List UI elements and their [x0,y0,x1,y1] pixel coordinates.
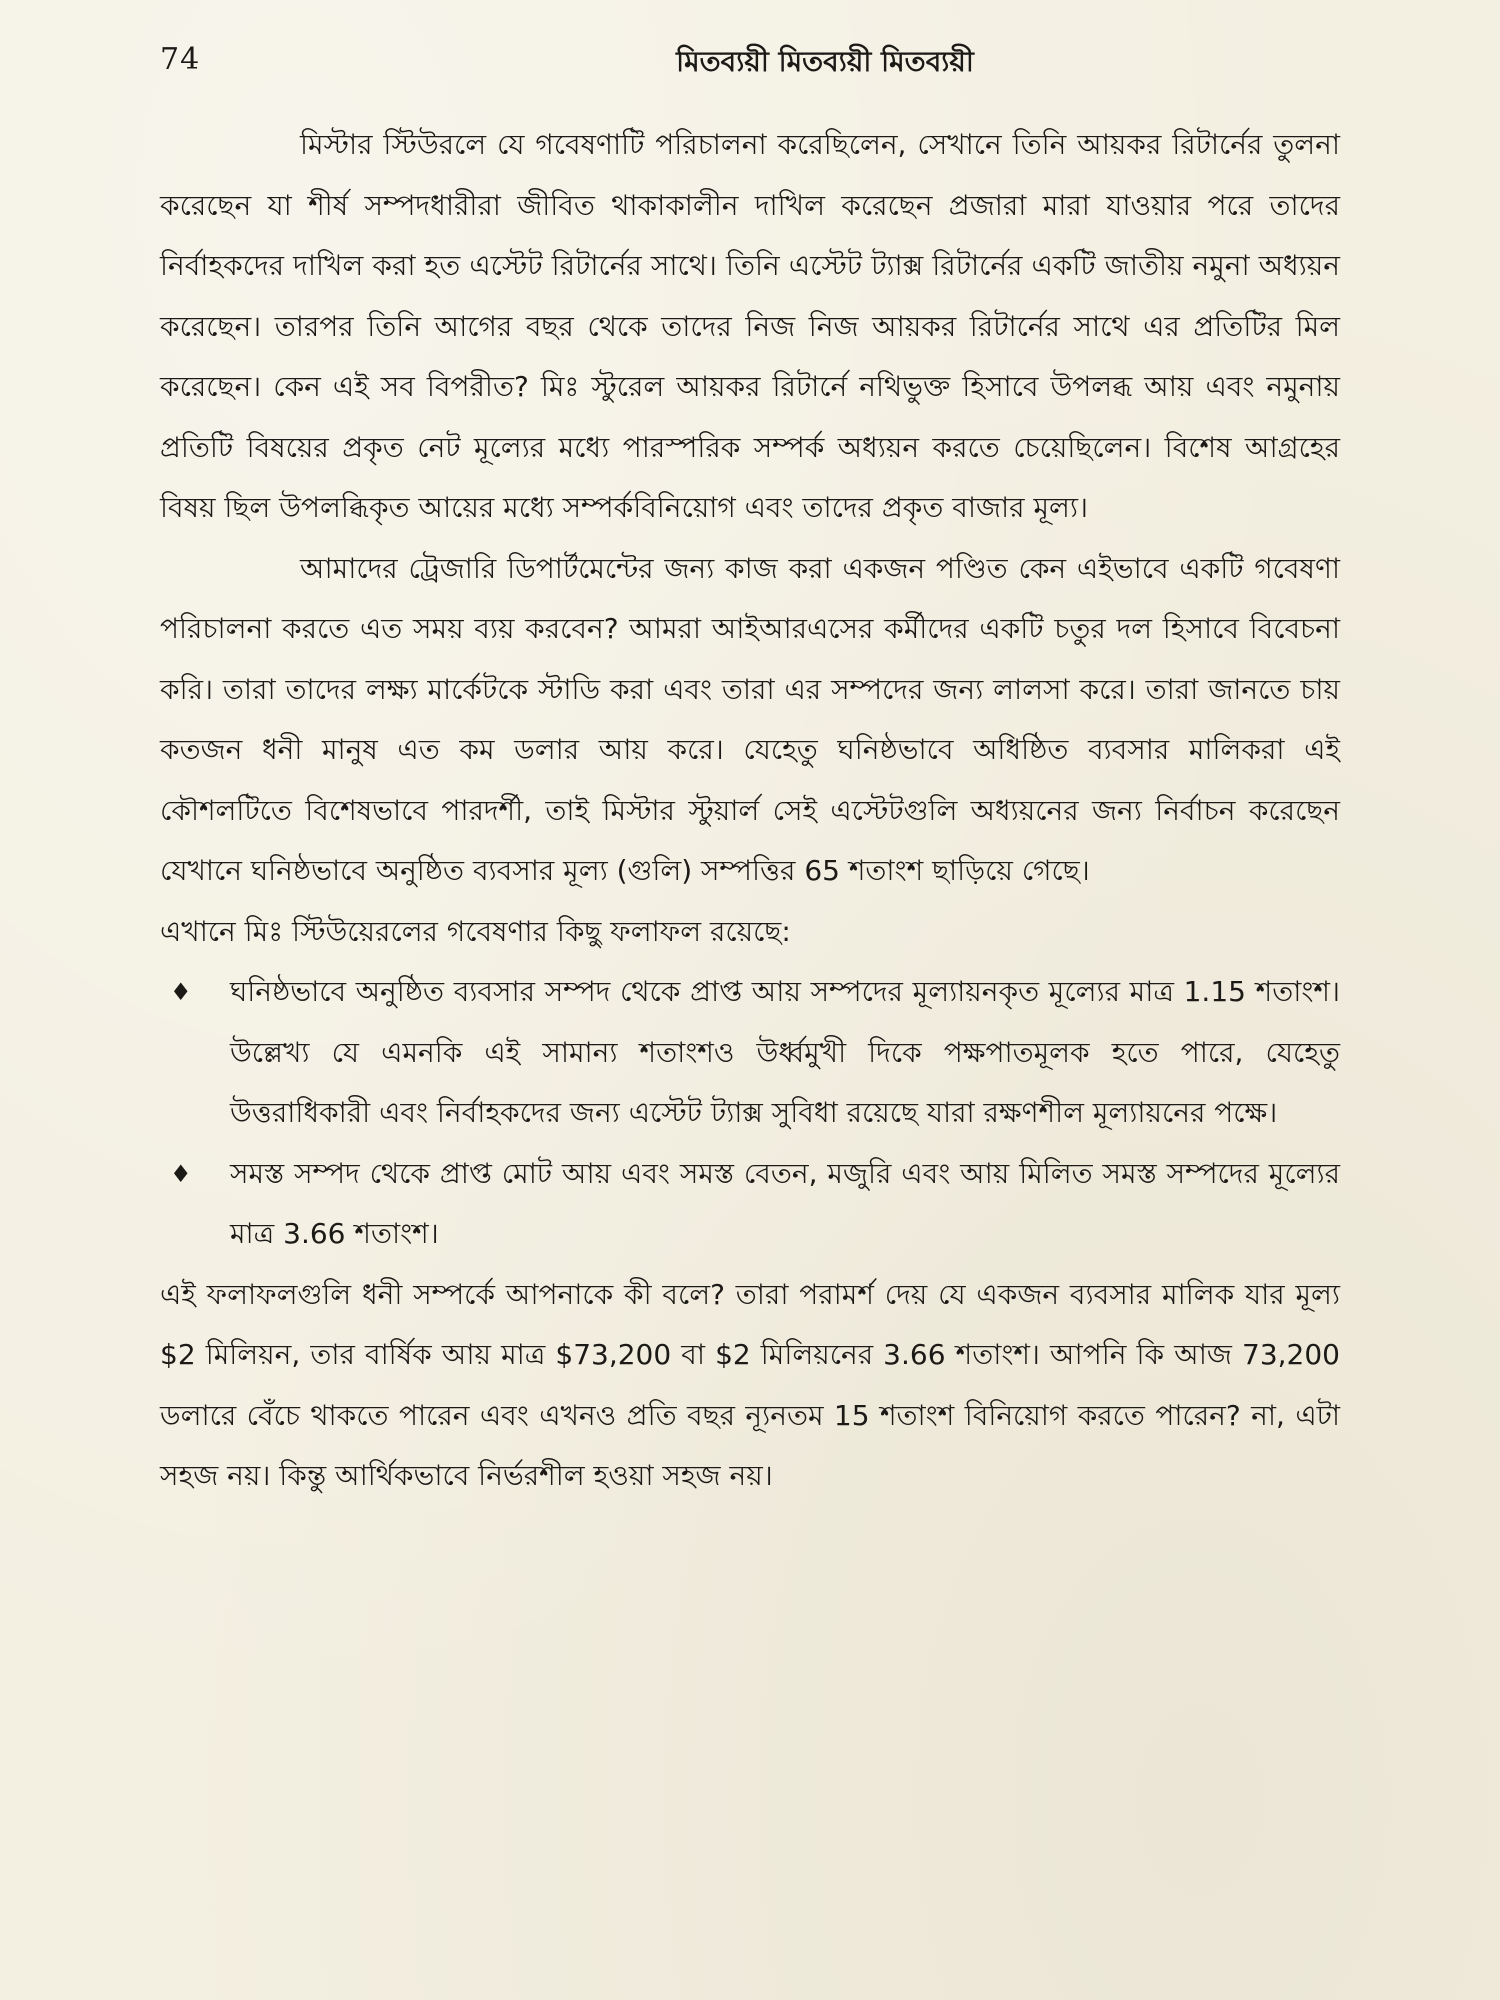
page-body [160,115,1340,1507]
diamond-bullet-icon: ♦ [170,978,192,1006]
list-item [160,1144,1340,1265]
list-item-text: সমস্ত সম্পদ থেকে প্রাপ্ত মোট আয় এবং সমস্ত বেতন, মজুরি এবং আয় মিলিত সমস্ত সম্পদের মূল্যের মাত্র 3.66 শতাংশ। [230,1156,1340,1250]
paragraph-4: এই ফলাফলগুলি ধনী সম্পর্কে আপনাকে কী বলে? তারা পরামর্শ দেয় যে একজন ব্যবসার মালিক যার মূল্য $2 মিলিয়ন, তার বার্ষিক আয় মাত্র $73,200 বা $2 মিলিয়নের 3.66 শতাংশ। আপনি কি আজ 73,200 ডলারে বেঁচে থাকতে পারেন এবং এখনও প্রতি বছর ন্যূনতম 15 শতাংশ বিনিয়োগ করতে পারেন? না, এটা সহজ নয়। কিন্তু আর্থিকভাবে নির্ভরশীল হওয়া সহজ নয়। [160,1277,1340,1492]
paragraph-2: আমাদের ট্রেজারি ডিপার্টমেন্টের জন্য কাজ করা একজন পণ্ডিত কেন এইভাবে একটি গবেষণা পরিচালনা করতে এত সময় ব্যয় করবেন? আমরা আইআরএসের কর্মীদের একটি চতুর দল হিসাবে বিবেচনা করি। তারা তাদের লক্ষ্য মার্কেটকে স্টাডি করা এবং তারা এর সম্পদের জন্য লালসা করে। তারা জানতে চায় কতজন ধনী মানুষ এত কম ডলার আয় করে। যেহেতু ঘনিষ্ঠভাবে অধিষ্ঠিত ব্যবসার মালিকরা এই কৌশলটিতে বিশেষভাবে পারদর্শী, তাই মিস্টার স্টুয়ার্ল সেই এস্টেটগুলি অধ্যয়নের জন্য নির্বাচন করেছেন যেখানে ঘনিষ্ঠভাবে অনুষ্ঠিত ব্যবসার মূল্য (গুলি) সম্পত্তির 65 শতাংশ ছাড়িয়ে গেছে। [160,551,1340,887]
findings-list [160,962,1340,1265]
findings-intro: এখানে মিঃ স্টিউয়েরলের গবেষণার কিছু ফলাফল রয়েছে: [160,914,791,948]
diamond-bullet-icon: ♦ [170,1159,192,1188]
list-item-text: ঘনিষ্ঠভাবে অনুষ্ঠিত ব্যবসার সম্পদ থেকে প্রাপ্ত আয় সম্পদের মূল্যায়নকৃত মূল্যের মাত্র 1.15 শতাংশ। উল্লেখ্য যে এমনকি এই সামান্য শতাংশও উর্ধ্বমুখী দিকে পক্ষপাতমূলক হতে পারে, যেহেতু উত্তরাধিকারী এবং নির্বাহকদের জন্য এস্টেট ট্যাক্স সুবিধা রয়েছে যারা রক্ষণশীল মূল্যায়নের পক্ষে। [230,975,1340,1129]
list-item [160,962,1340,1144]
page-number: 74 [160,42,201,77]
page-header [160,38,1340,88]
running-title: মিতব্যয়ী মিতব্যয়ী মিতব্যয়ী [676,45,974,78]
paragraph-1: মিস্টার স্টিউরলে যে গবেষণাটি পরিচালনা করেছিলেন, সেখানে তিনি আয়কর রিটার্নের তুলনা করেছেন যা শীর্ষ সম্পদধারীরা জীবিত থাকাকালীন দাখিল করেছেন প্রজারা মারা যাওয়ার পরে তাদের নির্বাহকদের দাখিল করা হত এস্টেট রিটার্নের সাথে। তিনি এস্টেট ট্যাক্স রিটার্নের একটি জাতীয় নমুনা অধ্যয়ন করেছেন। তারপর তিনি আগের বছর থেকে তাদের নিজ নিজ আয়কর রিটার্নের সাথে এর প্রতিটির মিল করেছেন। কেন এই সব বিপরীত? মিঃ স্টুরেল আয়কর রিটার্নে নথিভুক্ত হিসাবে উপলব্ধ আয় এবং নমুনায় প্রতিটি বিষয়ের প্রকৃত নেট মূল্যের মধ্যে পারস্পরিক সম্পর্ক অধ্যয়ন করতে চেয়েছিলেন। বিশেষ আগ্রহের বিষয় ছিল উপলব্ধিকৃত আয়ের মধ্যে সম্পর্কবিনিয়োগ এবং তাদের প্রকৃত বাজার মূল্য। [160,128,1340,524]
